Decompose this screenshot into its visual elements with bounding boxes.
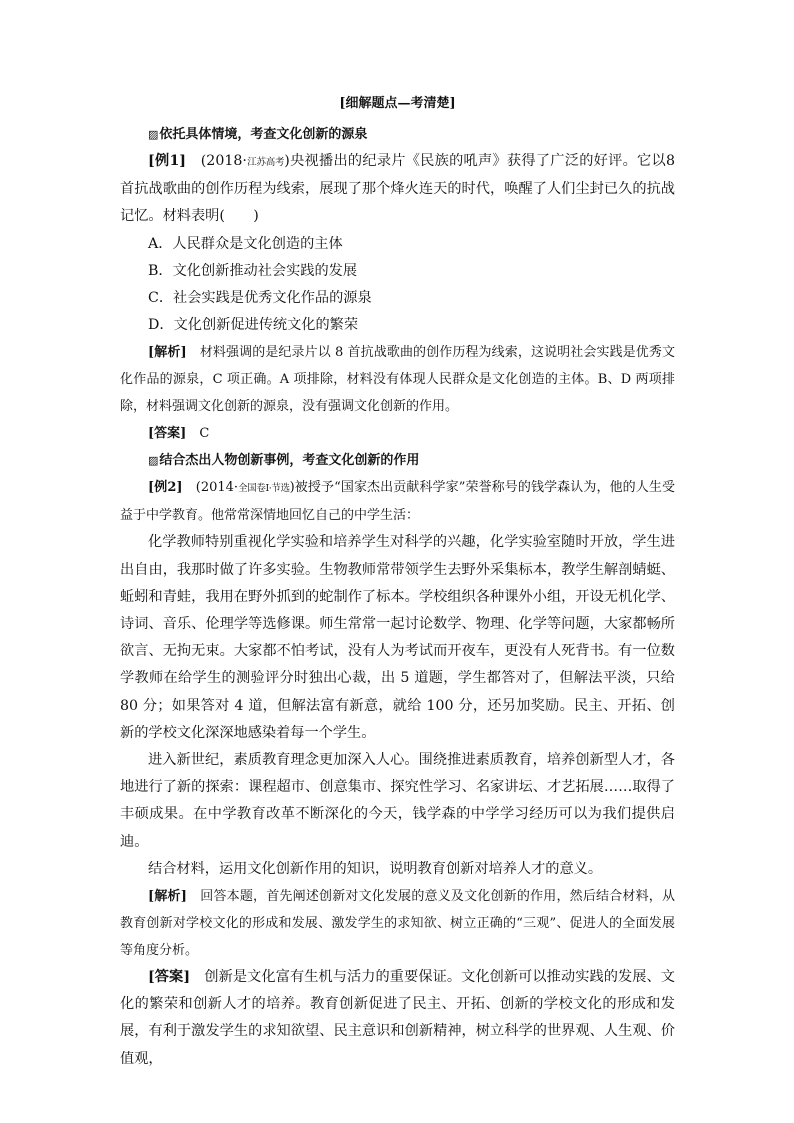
example-1-source: 江苏高考 [246,157,285,168]
example-2-question: [例2] (2014·全国卷Ⅰ·节选)被授予“国家杰出贡献科学家”荣誉称号的钱学森认为，他的人生受益于中学教育。他常常深情地回忆自己的中学生活： [120,480,675,524]
document-page [120,92,675,1073]
example-2-material-2: 进入新世纪，素质教育理念更加深入人心。围绕推进素质教育，培养创新型人才，各地进行了新的探索：课程超市、创意集市、探究性学习、名家讲坛、才艺拓展……取得了丰硕成果。在中学教育改革不断深化的今天，钱学森的中学学习经历可以为我们提供启迪。 [120,752,675,850]
example-1-question: [例1] (2018·江苏高考)央视播出的纪录片《民族的吼声》获得了广泛的好评。它以8首抗战歌曲的创作历程为线索，展现了那个烽火连天的时代，唤醒了人们尘封已久的抗战记忆。材料表明( ) [120,153,675,225]
answer-tag: [答案] [148,426,187,442]
example-2-text: 被授予“国家杰出贡献科学家”荣誉称号的钱学森认为，他的人生受益于中学教育。他常常深情地回忆自己的中学生活： [120,480,675,524]
topic-marker-icon: ▨ [148,454,159,468]
example-1-answer: [答案] C [148,426,210,442]
example-2-tag: [例2] [148,480,183,496]
analysis-tag: [解析] [148,345,187,361]
example-1-text: 央视播出的纪录片《民族的吼声》获得了广泛的好评。它以8首抗战歌曲的创作历程为线索，展现了那个烽火连天的时代，唤醒了人们尘封已久的抗战记忆。材料表明( ) [120,153,675,225]
example-2-prompt: 结合材料，运用文化创新作用的知识，说明教育创新对培养人才的意义。 [148,860,603,877]
option-c: C．社会实践是优秀文化作品的源泉 [148,290,372,307]
example-2-material-1: 化学教师特别重视化学实验和培养学生对科学的兴趣，化学实验室随时开放，学生进出自由，我那时做了许多实验。生物教师常带领学生去野外采集标本，教学生解剖蜻蜓、蚯蚓和青蛙，我用在野外抓到的蛇制作了标本。学校组织各种课外小组，开设无机化学、诗词、音乐、伦理学等选修课。师生常常一起讨论数学、物理、化学等问题，大家都畅所欲言、无拘无束。大家都不怕考试，没有人为考试而开夜车，更没有人死背书。有一位数学教师在给学生的测验评分时独出心裁，出 5 道题，学生都答对了，但解法平淡，只给 80 分；如果答对 4 道，但解法富有新意，就给 100 分，还另加奖励。民主、开拓、创新的学校文化深深地感染着每一个学生。 [120,534,675,741]
analysis-tag: [解析] [148,889,187,905]
option-b: B．文化创新推动社会实践的发展 [148,262,358,279]
topic-marker-icon: ▨ [148,128,159,141]
answer-tag: [答案] [148,969,191,986]
option-a: A．人民群众是文化创造的主体 [148,235,343,252]
topic-2-title: ▨结合杰出人物创新事例，考查文化创新的作用 [148,453,420,469]
option-d: D．文化创新促进传统文化的繁荣 [148,317,359,334]
topic-1-title: ▨依托具体情境，考查文化创新的源泉 [148,127,368,142]
example-2-answer: [答案] 创新是文化富有生机与活力的重要保证。文化创新可以推动实践的发展、文化的繁荣和创新人才的培养。教育创新促进了民主、开拓、创新的学校文化的形成和发展，有利于激发学生的求知欲望、民主意识和创新精神，树立科学的世界观、人生观、价值观， [120,969,675,1067]
example-1-tag: [例1] [148,153,187,169]
example-1-analysis: [解析] 材料强调的是纪录片以 8 首抗战歌曲的创作历程为线索，这说明社会实践是优秀文化作品的源泉，C 项正确。A 项排除，材料没有体现人民群众是文化创造的主体。B、D 两项排除，材料强调文化创新的源泉，没有强调文化创新的作用。 [120,345,675,415]
example-2-source: 全国卷Ⅰ·节选 [238,483,290,495]
section-heading: [细解题点—考清楚] [339,96,456,111]
example-2-analysis: [解析] 回答本题，首先阐述创新对文化发展的意义及文化创新的作用，然后结合材料，从教育创新对学校文化的形成和发展、激发学生的求知欲、树立正确的“三观”、促进人的全面发展等角度分析。 [120,889,675,959]
